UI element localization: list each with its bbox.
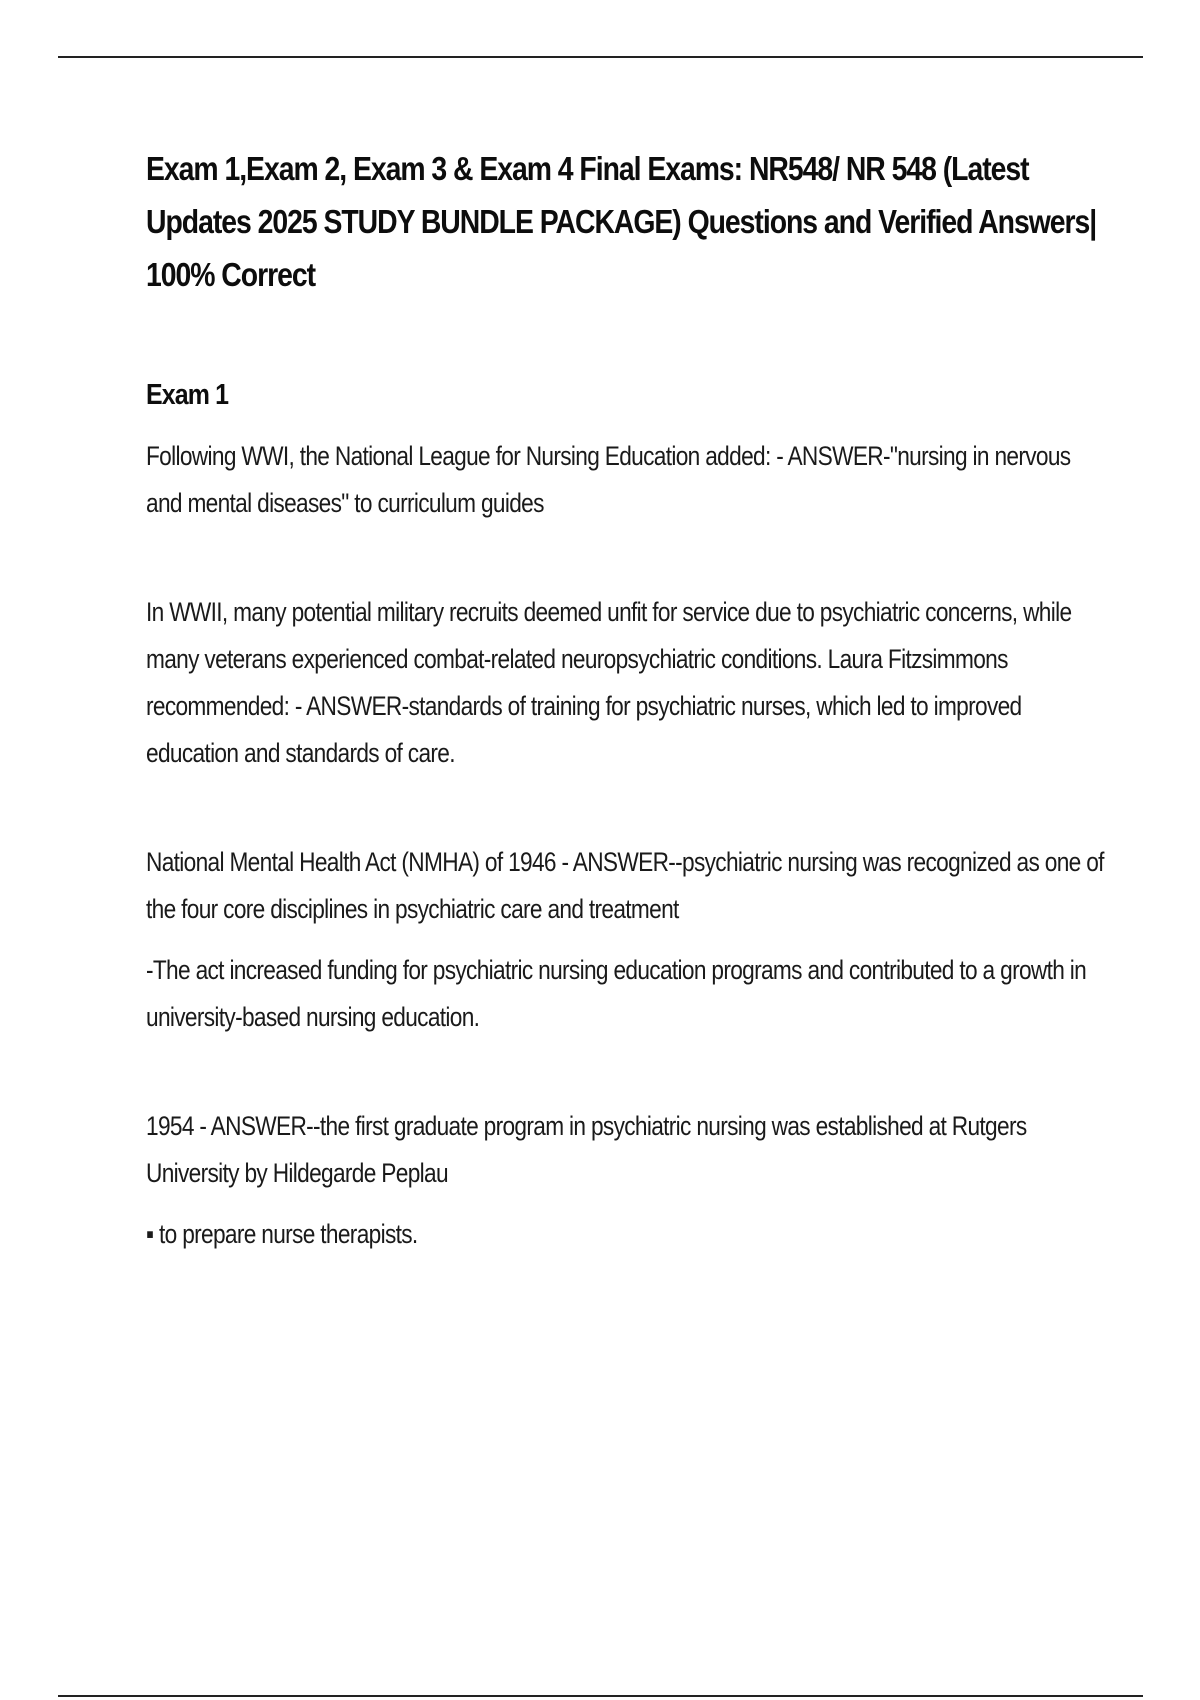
qa-item	[146, 839, 1106, 1041]
qa-item	[146, 589, 1106, 777]
qa-text: In WWII, many potential military recruits deemed unfit for service due to psychiatric concerns, while many veterans experienced combat-related neuropsychiatric conditions. Laura Fitzsimmons recommended: - ANSWER-standards of training for psychiatric nurses, which led to improved education and standards of care.	[146, 597, 1072, 768]
qa-text: National Mental Health Act (NMHA) of 1946 - ANSWER--psychiatric nursing was recognized as one of the four core disciplines in psychiatric care and treatment	[146, 847, 1104, 924]
top-rule	[58, 56, 1143, 58]
qa-follow-up: -The act increased funding for psychiatric nursing education programs and contributed to a growth in university-based nursing education.	[146, 955, 1087, 1032]
qa-follow-up: ▪ to prepare nurse therapists.	[146, 1219, 418, 1249]
qa-item	[146, 433, 1106, 527]
qa-text: 1954 - ANSWER--the first graduate program in psychiatric nursing was established at Rutgers University by Hildegarde Peplau	[146, 1111, 1027, 1188]
document-body	[146, 142, 1106, 1258]
document-title: Exam 1,Exam 2, Exam 3 & Exam 4 Final Exams: NR548/ NR 548 (Latest Updates 2025 STUDY BUNDLE PACKAGE) Questions and Verified Answers| 100% Correct	[146, 150, 1097, 293]
qa-text: Following WWI, the National League for Nursing Education added: - ANSWER-"nursing in nervous and mental diseases" to curriculum guides	[146, 441, 1071, 518]
qa-item	[146, 1103, 1106, 1258]
bottom-rule	[58, 1695, 1143, 1697]
section-heading: Exam 1	[146, 379, 229, 411]
